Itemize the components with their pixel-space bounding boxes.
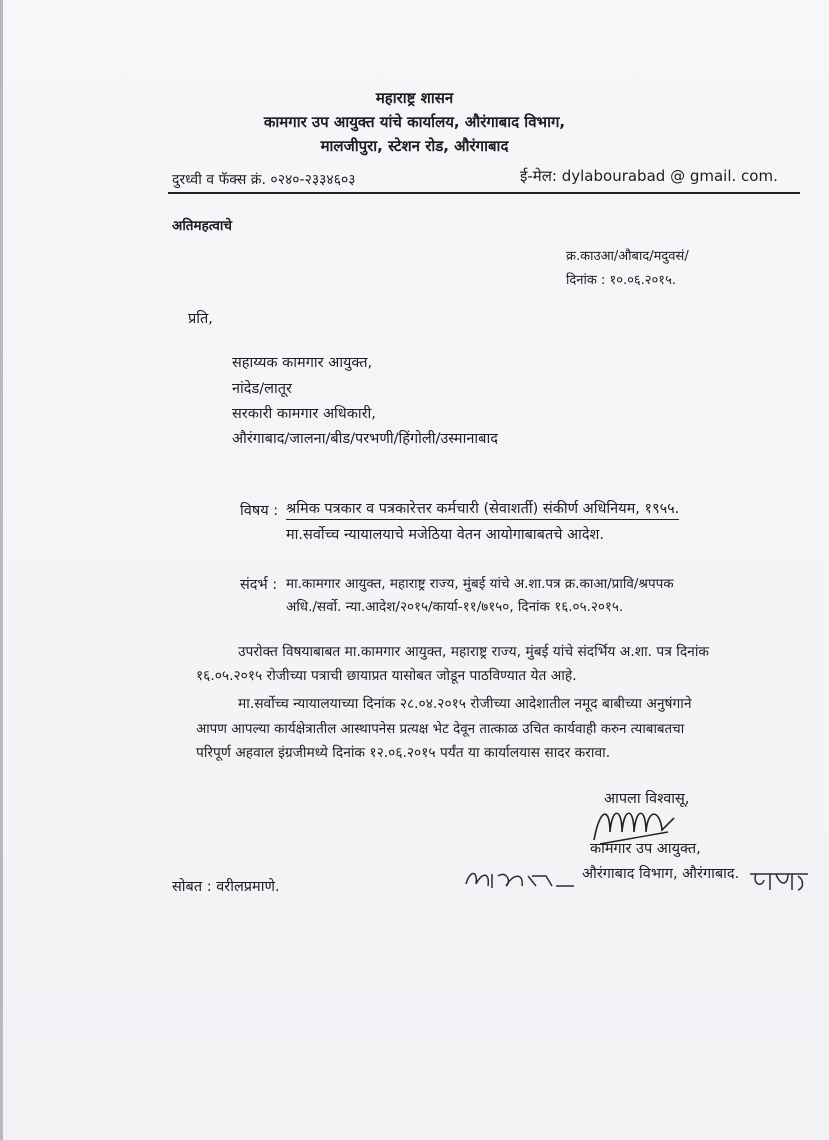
priority-label: अतिमहत्वाचे <box>172 218 232 234</box>
scan-edge <box>0 0 3 1140</box>
handwritten-initials-right <box>748 866 810 896</box>
closing-yours: आपला विश्वासू, <box>604 791 690 807</box>
subject-label: विषय : <box>240 503 279 519</box>
header-line-3: मालजीपुरा, स्टेशन रोड, औरंगाबाद <box>320 137 509 155</box>
handwritten-initials-left <box>462 862 582 896</box>
header-line-1: महाराष्ट्र शासन <box>375 89 454 107</box>
email: ई-मेल: dylabourabad @ gmail. com. <box>520 167 778 185</box>
reference-number: क्र.काउआ/औबाद/मदुवसं/ <box>566 249 689 264</box>
body-paragraph-2-cont: परिपूर्ण अहवाल इंग्रजीमध्ये दिनांक १२.०६.२०१५ पर्यंत या कार्यालयास सादर करावा. <box>196 745 611 761</box>
recipient-line: सहाय्यक कामगार आयुक्त, <box>232 355 373 371</box>
reference-line-2: अधि./सर्वो. न्या.आदेश/२०१५/कार्या-११/७१५०, दिनांक १६.०५.२०१५. <box>286 599 624 615</box>
closing-designation: कामगार उप आयुक्त, <box>590 841 701 857</box>
body-paragraph-2-cont: आपण आपल्या कार्यक्षेत्रातील आस्थापनेस प्रत्यक्ष भेट देवून तात्काळ उचित कार्यवाही करुन त्याबाबतचा <box>196 722 685 737</box>
body-paragraph-1-cont: १६.०५.२०१५ रोजीच्या पत्राची छायाप्रत यासोबत जोडून पाठविण्यात येत आहे. <box>196 668 577 684</box>
phone-fax: दुरध्वी व फॅक्स क्रं. ०२४०-२३३४६०३ <box>172 172 356 188</box>
reference-line-1: मा.कामगार आयुक्त, महाराष्ट्र राज्य, मुंबई यांचे अ.शा.पत्र क्र.काआ/प्रावि/श्रपपक <box>286 576 674 592</box>
subject-line-1: श्रमिक पत्रकार व पत्रकारेत्तर कर्मचारी (सेवाशर्ती) संकीर्ण अधिनियम, १९५५. <box>286 498 679 520</box>
recipient-line: औरंगाबाद/जालना/बीड/परभणी/हिंगोली/उस्मानाबाद <box>232 431 498 447</box>
recipient-line: नांदेड/लातूर <box>232 381 292 397</box>
header-rule <box>168 192 800 194</box>
body-paragraph-2: मा.सर्वोच्च न्यायालयाच्या दिनांक २८.०४.२०१५ रोजीच्या आदेशातील नमूद बाबीच्या अनुषंगाने <box>238 696 692 712</box>
enclosure: सोबत : वरीलप्रमाणे. <box>172 879 280 895</box>
subject-line-2: मा.सर्वोच्च न्यायालयाचे मजेठिया वेतन आयोगाबाबतचे आदेश. <box>286 527 605 543</box>
body-paragraph-1: उपरोक्त विषयाबाबत मा.कामगार आयुक्त, महाराष्ट्र राज्य, मुंबई यांचे संदर्भिय अ.शा. पत्र दिनांक <box>238 644 709 660</box>
header-line-2: कामगार उप आयुक्त यांचे कार्यालय, औरंगाबाद विभाग, <box>263 113 566 131</box>
reference-label: संदर्भ : <box>240 577 278 593</box>
to-label: प्रति, <box>188 311 213 327</box>
recipient-line: सरकारी कामगार अधिकारी, <box>232 406 376 422</box>
closing-office: औरंगाबाद विभाग, औरंगाबाद. <box>582 866 740 882</box>
letter-date: दिनांक : १०.०६.२०१५. <box>566 273 676 288</box>
